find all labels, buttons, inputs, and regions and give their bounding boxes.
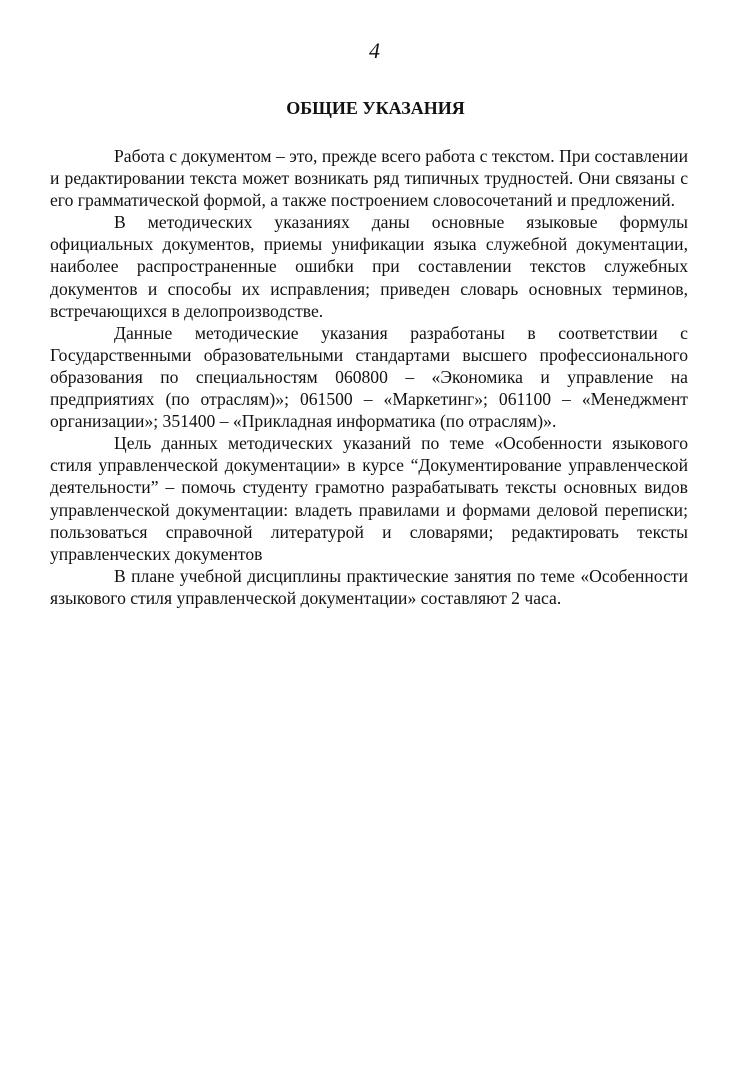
paragraph-standards: Данные методические указания разработаны в соответствии с Государственными образовательными стандартами высшего профессионального образования по специальностям 060800 – «Экономика и управление на предприятиях (по отраслям)»; 061500 – «Маркетинг»; 061100 – «Менеджмент организации»; 351400 – «Прикладная информатика (по отраслям)». bbox=[50, 322, 688, 432]
document-body bbox=[50, 145, 688, 609]
paragraph-goal: Цель данных методических указаний по теме «Особенности языкового стиля управленческой документации» в курсе “Документирование управленческой деятельности” – помочь студенту грамотно разрабатывать тексты основных видов управленческой документации: владеть правилами и формами деловой переписки; пользоваться справочной литературой и словарями; редактировать тексты управленческих документов bbox=[50, 433, 688, 564]
paragraph-hours: В плане учебной дисциплины практические занятия по теме «Особенности языкового стиля управленческой документации» составляют 2 часа. bbox=[50, 565, 688, 608]
page-number: 4 bbox=[369, 38, 380, 63]
paragraph-content: В методических указаниях даны основные языковые формулы официальных документов, приемы унификации языка служебной документации, наиболее распространенные ошибки при составлении текстов служебных документов и способы их исправления; приведен словарь основных терминов, встречающихся в делопроизводстве. bbox=[50, 212, 688, 321]
paragraph-intro: Работа с документом – это, прежде всего работа с текстом. При составлении и редактировании текста может возникать ряд типичных трудностей. Они связаны с его грамматической формой, а также построением словосочетаний и предложений. bbox=[50, 146, 688, 211]
page-title: ОБЩИЕ УКАЗАНИЯ bbox=[286, 98, 465, 118]
